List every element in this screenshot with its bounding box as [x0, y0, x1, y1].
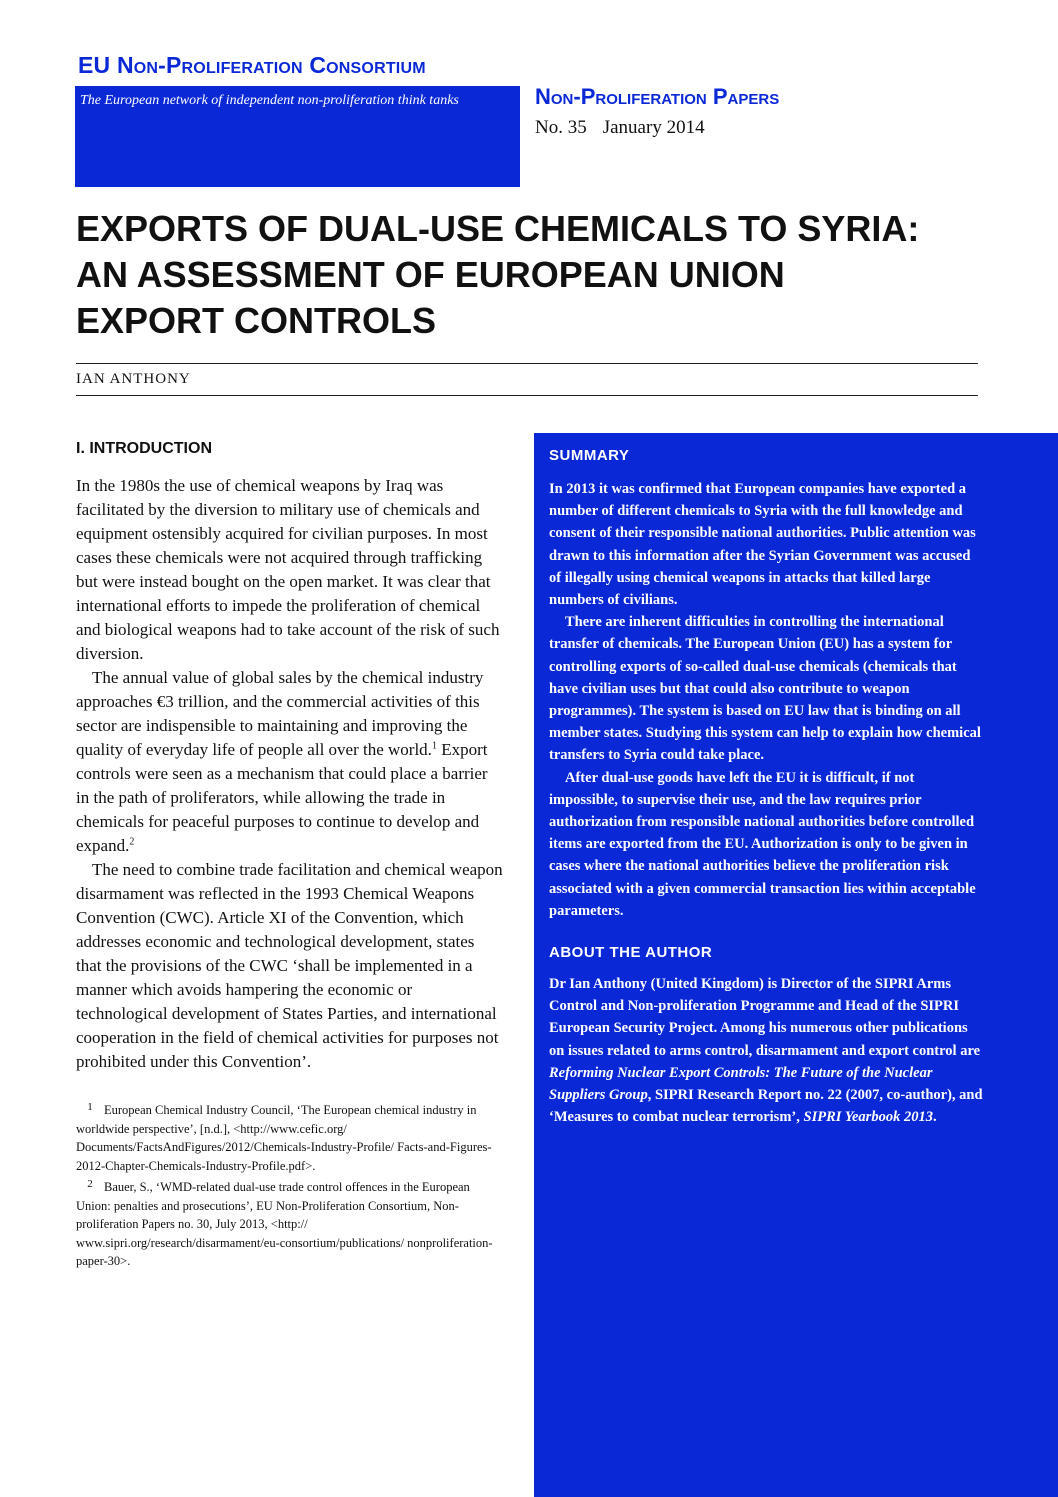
- issue-date: January 2014: [602, 117, 705, 138]
- consortium-banner: [75, 86, 520, 187]
- title-rule-bottom: [76, 395, 978, 396]
- about-author-part-c: .: [932, 1109, 937, 1126]
- consortium-tagline: The European network of independent non-proliferation think tanks: [80, 93, 459, 108]
- intro-paragraph-1: In the 1980s the use of chemical weapons by Iraq was facilitated by the diversion to military use of chemicals and equipment ostensibly acquired for civilian purposes. In most cases these chemicals were not acquired through trafficking but were instead bought on the open market. It was clear that international efforts to impede the proliferation of chemical and biological weapons had to take account of the risk of such diversion.: [76, 476, 500, 663]
- footnote-ref-1[interactable]: 1: [431, 740, 437, 752]
- summary-paragraph-2: There are inherent difficulties in controlling the international transfer of chemicals. The European Union (EU) has a system for controlling exports of so-called dual-use chemicals (chemicals that have civilian uses but that could also contribute to weapon programmes). The system is based on EU law that is binding on all member states. Studying this system can help to explain how chemical transfers to Syria could take place.: [549, 614, 981, 764]
- intro-paragraph-2-part-a: The annual value of global sales by the chemical industry approaches €3 trillion, and the commercial activities of this sector are indispensible to maintaining and improving the quality of everyday life of people all over the world.: [76, 668, 484, 759]
- series-title: Non-Proliferation Papers: [535, 84, 780, 109]
- summary-heading: SUMMARY: [549, 447, 630, 464]
- title-line-2: AN ASSESSMENT OF EUROPEAN UNION: [76, 254, 785, 295]
- book-title: Reforming Nuclear Export Controls: The Future of the Nuclear Suppliers Group: [549, 1064, 933, 1104]
- footnote-number: 1: [87, 1101, 93, 1113]
- footnote-number: 2: [87, 1178, 93, 1190]
- title-line-1: EXPORTS OF DUAL-USE CHEMICALS TO SYRIA:: [76, 208, 920, 249]
- main-column: [76, 440, 504, 1271]
- title-line-3: EXPORT CONTROLS: [76, 300, 437, 341]
- intro-paragraph-2: [76, 666, 504, 858]
- footnote-1: [76, 1098, 504, 1175]
- summary-paragraph-3: After dual-use goods have left the EU it is difficult, if not impossible, to supervise their use, and the law requires prior authorization from responsible national authorities before controlled items are exported from the EU. Authorization is only to be given in cases where the national authorities believe the proliferation risk associated with a given commercial transaction lies within acceptable parameters.: [549, 769, 976, 919]
- author-name: IAN ANTHONY: [76, 371, 191, 387]
- about-author-part-a: Dr Ian Anthony (United Kingdom) is Director of the SIPRI Arms Control and Non-proliferation Programme and Head of the SIPRI European Security Project. Among his numerous other publications on issues related to arms control, disarmament and export control are: [549, 976, 981, 1059]
- footnote-2: [76, 1175, 504, 1271]
- footnote-ref-2[interactable]: 2: [129, 836, 135, 848]
- intro-paragraph-2-part-b: Export controls were seen as a mechanism that could place a barrier in the path of proliferators, while allowing the trade in chemicals for peaceful purposes to continue to develop and expand.: [76, 740, 488, 855]
- issue-line: [535, 117, 705, 139]
- consortium-name: EU Non-Proliferation Consortium: [78, 52, 426, 78]
- introduction-heading: I. INTRODUCTION: [76, 440, 212, 457]
- footnote-text: Bauer, S., ‘WMD-related dual-use trade control offences in the European Union: penalties and prosecutions’, EU Non-Proliferation Consortium, Non-proliferation Papers no. 30, July 2013, <http:// www.sipri.org/research/disarmament/eu-consortium/publications/ nonproliferation-paper-30>.: [76, 1180, 493, 1268]
- intro-paragraph-3: The need to combine trade facilitation and chemical weapon disarmament was reflected in the 1993 Chemical Weapons Convention (CWC). Article XI of the Convention, which addresses economic and technological development, states that the provisions of the CWC ‘shall be implemented in a manner which avoids hampering the economic or technological development of States Parties, and international cooperation in the field of chemical activities for purposes not prohibited under this Convention’.: [76, 860, 503, 1071]
- issue-number: No. 35: [535, 117, 587, 138]
- yearbook-title: SIPRI Yearbook 2013: [803, 1109, 933, 1126]
- document-title: [76, 206, 1006, 344]
- summary-paragraph-1: In 2013 it was confirmed that European companies have exported a number of different chemicals to Syria with the full knowledge and consent of their responsible national authorities. Public attention was drawn to this information after the Syrian Government was accused of illegally using chemical weapons in attacks that killed large numbers of civilians.: [549, 481, 976, 609]
- title-rule-top: [76, 363, 978, 364]
- about-author-text: [549, 973, 984, 1128]
- footnotes: [76, 1098, 504, 1271]
- footnote-text: European Chemical Industry Council, ‘The European chemical industry in worldwide perspective’, [n.d.], <http://www.cefic.org/ Documents/FactsAndFigures/2012/Chemicals-Industry-Profile/ Facts-and-Figures-2012-Chapter-Chemicals-Industry-Profile.pdf>.: [76, 1103, 492, 1173]
- summary-panel: [534, 433, 1058, 1497]
- summary-content: [549, 447, 984, 1128]
- about-author-part-b: , SIPRI Research Report no. 22 (2007, co-author), and ‘Measures to combat nuclear terrorism’,: [549, 1087, 983, 1126]
- about-author-heading: ABOUT THE AUTHOR: [549, 944, 713, 962]
